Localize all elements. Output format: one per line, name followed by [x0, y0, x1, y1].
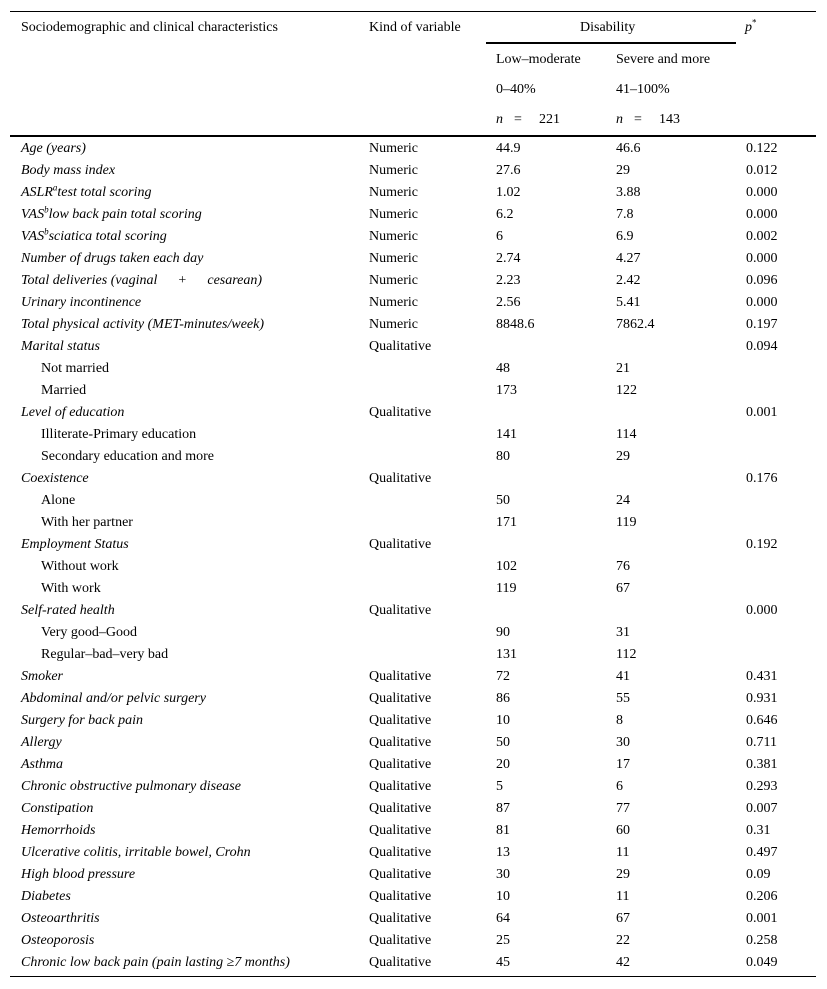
row-low: 1.02 [496, 185, 521, 200]
table-row [10, 688, 816, 710]
row-label [41, 512, 133, 534]
row-label [21, 182, 152, 204]
row-low: 45 [496, 955, 510, 970]
row-label-text: Age (years) [21, 141, 86, 156]
header-disability: Disability [580, 20, 636, 35]
row-severe: 41 [616, 669, 630, 684]
row-p: 0.096 [746, 273, 778, 288]
table-row [10, 336, 816, 358]
table-row [10, 578, 816, 600]
row-kind: Qualitative [369, 537, 432, 552]
row-severe: 30 [616, 735, 630, 750]
table-row [10, 666, 816, 688]
row-severe: 3.88 [616, 185, 641, 200]
table-row [10, 380, 816, 402]
header-characteristics: Sociodemographic and clinical characteristics [21, 20, 278, 35]
row-label [21, 402, 124, 424]
table-row [10, 732, 816, 754]
row-severe: 29 [616, 867, 630, 882]
row-kind: Qualitative [369, 823, 432, 838]
row-label-after: sciatica total scoring [48, 229, 167, 244]
table-row [10, 842, 816, 864]
row-label [21, 226, 167, 248]
row-label-text: Total deliveries (vaginal [21, 273, 158, 288]
table-row [10, 952, 816, 974]
table-row [10, 402, 816, 424]
table-row [10, 600, 816, 622]
header-severe-n: n = 143 [616, 112, 680, 127]
row-low: 2.56 [496, 295, 521, 310]
table-row [10, 512, 816, 534]
row-p: 0.000 [746, 207, 778, 222]
row-severe: 77 [616, 801, 630, 816]
row-label-text: Total physical activity (MET-minutes/week) [21, 317, 265, 332]
row-p: 0.31 [746, 823, 771, 838]
row-label-text: Without work [41, 559, 119, 574]
row-low: 119 [496, 581, 517, 596]
row-low: 64 [496, 911, 510, 926]
row-label-text: Constipation [21, 801, 94, 816]
row-kind: Qualitative [369, 471, 432, 486]
row-low: 5 [496, 779, 503, 794]
row-label [21, 864, 135, 886]
row-p: 0.049 [746, 955, 778, 970]
row-p: 0.09 [746, 867, 771, 882]
row-label [21, 270, 262, 292]
table-row [10, 226, 816, 248]
row-label [41, 578, 101, 600]
row-kind: Qualitative [369, 735, 432, 750]
row-severe: 11 [616, 889, 630, 904]
row-low: 81 [496, 823, 510, 838]
header-low-range: 0–40% [496, 82, 536, 97]
row-low: 6 [496, 229, 503, 244]
table-row [10, 556, 816, 578]
row-label [21, 798, 93, 820]
row-severe: 31 [616, 625, 630, 640]
row-p: 0.176 [746, 471, 778, 486]
row-p: 0.094 [746, 339, 778, 354]
header-severe-range: 41–100% [616, 82, 670, 97]
table-row [10, 358, 816, 380]
row-label-text: Not married [41, 361, 110, 376]
row-low: 50 [496, 493, 510, 508]
table-row [10, 248, 816, 270]
row-severe: 7862.4 [616, 317, 655, 332]
row-label-text: Chronic low back pain (pain lasting ≥7 months) [21, 955, 290, 970]
row-severe: 21 [616, 361, 630, 376]
row-label-text: Smoker [21, 669, 63, 684]
row-low: 27.6 [496, 163, 521, 178]
row-label-text: Self-rated health [21, 603, 115, 618]
row-kind: Qualitative [369, 603, 432, 618]
row-kind: Qualitative [369, 801, 432, 816]
table-row [10, 468, 816, 490]
row-label [21, 160, 115, 182]
row-label-sup: b [44, 226, 49, 237]
row-label [21, 930, 94, 952]
data-table [10, 11, 816, 977]
row-p: 0.000 [746, 251, 778, 266]
row-p: 0.497 [746, 845, 778, 860]
row-label [21, 908, 100, 930]
row-low: 10 [496, 713, 510, 728]
row-severe: 4.27 [616, 251, 641, 266]
row-label [21, 204, 202, 226]
row-severe: 122 [616, 383, 637, 398]
table-row [10, 930, 816, 952]
row-low: 102 [496, 559, 517, 574]
row-severe: 2.42 [616, 273, 641, 288]
table-row [10, 182, 816, 204]
row-label-text: Married [41, 383, 87, 398]
row-severe: 46.6 [616, 141, 641, 156]
row-p: 0.711 [746, 735, 777, 750]
row-label-text: Asthma [21, 757, 63, 772]
table-row [10, 314, 816, 336]
row-kind: Qualitative [369, 405, 432, 420]
row-kind: Qualitative [369, 933, 432, 948]
row-label-text: Illiterate-Primary education [41, 427, 197, 442]
table-row [10, 710, 816, 732]
row-severe: 5.41 [616, 295, 641, 310]
row-label [21, 666, 63, 688]
row-low: 86 [496, 691, 510, 706]
row-p: 0.646 [746, 713, 778, 728]
row-p: 0.012 [746, 163, 778, 178]
row-label-plus: + [178, 273, 187, 288]
row-severe: 114 [616, 427, 637, 442]
row-p: 0.931 [746, 691, 778, 706]
row-kind: Qualitative [369, 757, 432, 772]
row-label [21, 732, 62, 754]
row-kind: Numeric [369, 163, 418, 178]
row-kind: Qualitative [369, 339, 432, 354]
row-label-text: Number of drugs taken each day [21, 251, 204, 266]
row-label-after: test total scoring [57, 185, 152, 200]
row-label [21, 468, 89, 490]
row-label [41, 380, 86, 402]
row-low: 25 [496, 933, 510, 948]
row-label-text: Osteoporosis [21, 933, 95, 948]
row-low: 8848.6 [496, 317, 535, 332]
row-label-text: Level of education [21, 405, 125, 420]
row-label-text: Ulcerative colitis, irritable bowel, Crohn [21, 845, 251, 860]
row-kind: Numeric [369, 295, 418, 310]
row-label [21, 710, 143, 732]
row-label-sup: b [44, 204, 49, 215]
row-label-text: Osteoarthritis [21, 911, 100, 926]
row-label-text: With work [41, 581, 101, 596]
table-row [10, 138, 816, 160]
row-label [21, 776, 241, 798]
row-low: 2.23 [496, 273, 521, 288]
row-label-text: VAS [21, 207, 45, 222]
row-label [41, 556, 119, 578]
row-label [21, 534, 129, 556]
row-p: 0.192 [746, 537, 778, 552]
row-severe: 76 [616, 559, 630, 574]
row-label-text: Body mass index [21, 163, 116, 178]
table-row [10, 644, 816, 666]
row-low: 13 [496, 845, 510, 860]
row-label-sup: a [52, 182, 58, 193]
row-kind: Qualitative [369, 845, 432, 860]
row-label [41, 358, 109, 380]
table-row [10, 622, 816, 644]
row-p: 0.001 [746, 405, 778, 420]
row-label-text: VAS [21, 229, 45, 244]
row-kind: Qualitative [369, 713, 432, 728]
row-p: 0.197 [746, 317, 778, 332]
row-label-text: Regular–bad–very bad [41, 647, 169, 662]
row-label-text: Diabetes [21, 889, 71, 904]
table-row [10, 820, 816, 842]
row-severe: 8 [616, 713, 623, 728]
header-low-label: Low–moderate [496, 52, 581, 67]
row-severe: 6 [616, 779, 623, 794]
row-p: 0.122 [746, 141, 778, 156]
table-row [10, 490, 816, 512]
table-row [10, 534, 816, 556]
row-p: 0.002 [746, 229, 778, 244]
row-low: 44.9 [496, 141, 521, 156]
table-row [10, 292, 816, 314]
table-row [10, 864, 816, 886]
header-kind: Kind of variable [369, 20, 461, 35]
row-label-text: Employment Status [21, 537, 129, 552]
row-kind: Numeric [369, 207, 418, 222]
row-label-text: Chronic obstructive pulmonary disease [21, 779, 241, 794]
row-low: 10 [496, 889, 510, 904]
row-low: 171 [496, 515, 517, 530]
table-row [10, 886, 816, 908]
header-low-n: n = 221 [496, 112, 560, 127]
row-kind: Qualitative [369, 955, 432, 970]
row-p: 0.258 [746, 933, 778, 948]
row-low: 48 [496, 361, 510, 376]
row-label-text: Abdominal and/or pelvic surgery [21, 691, 206, 706]
row-low: 90 [496, 625, 510, 640]
row-severe: 7.8 [616, 207, 634, 222]
row-kind: Numeric [369, 317, 418, 332]
header-severe-label: Severe and more [616, 52, 711, 67]
row-label [21, 842, 251, 864]
row-kind: Qualitative [369, 669, 432, 684]
row-label-text: Very good–Good [41, 625, 138, 640]
row-low: 173 [496, 383, 517, 398]
row-p: 0.000 [746, 603, 778, 618]
row-severe: 42 [616, 955, 630, 970]
row-kind: Qualitative [369, 911, 432, 926]
row-label [21, 754, 63, 776]
row-low: 87 [496, 801, 510, 816]
row-severe: 11 [616, 845, 630, 860]
row-label [21, 688, 206, 710]
row-label [21, 314, 264, 336]
row-label [21, 292, 141, 314]
row-label-after: low back pain total scoring [48, 207, 202, 222]
row-label [21, 820, 95, 842]
row-low: 131 [496, 647, 517, 662]
row-severe: 112 [616, 647, 637, 662]
row-low: 2.74 [496, 251, 521, 266]
row-severe: 119 [616, 515, 637, 530]
row-label-text: With her partner [41, 515, 133, 530]
row-p: 0.000 [746, 185, 778, 200]
row-low: 30 [496, 867, 510, 882]
row-label [41, 424, 196, 446]
row-p: 0.293 [746, 779, 778, 794]
row-label-text: Allergy [21, 735, 62, 750]
row-label-after: cesarean) [207, 273, 263, 288]
row-label [41, 622, 137, 644]
row-label-text: Alone [41, 493, 76, 508]
row-severe: 29 [616, 163, 630, 178]
table-row [10, 446, 816, 468]
row-label [21, 886, 71, 908]
table-row [10, 754, 816, 776]
row-label [41, 446, 214, 468]
table-row [10, 160, 816, 182]
table-body [10, 137, 816, 976]
row-low: 20 [496, 757, 510, 772]
row-label-text: Hemorrhoids [21, 823, 96, 838]
row-low: 72 [496, 669, 510, 684]
row-label-text: Urinary incontinence [21, 295, 142, 310]
row-kind: Numeric [369, 251, 418, 266]
row-p: 0.007 [746, 801, 778, 816]
row-label-text: Marital status [21, 339, 100, 354]
row-low: 50 [496, 735, 510, 750]
row-p: 0.001 [746, 911, 778, 926]
table-row [10, 204, 816, 226]
row-label-text: Secondary education and more [41, 449, 214, 464]
row-low: 80 [496, 449, 510, 464]
row-label-text: Coexistence [21, 471, 89, 486]
row-label [21, 138, 86, 160]
row-kind: Numeric [369, 185, 418, 200]
table-row [10, 908, 816, 930]
row-kind: Qualitative [369, 867, 432, 882]
row-p: 0.381 [746, 757, 778, 772]
table-row [10, 798, 816, 820]
row-kind: Numeric [369, 141, 418, 156]
row-kind: Qualitative [369, 779, 432, 794]
row-severe: 67 [616, 581, 630, 596]
row-p: 0.000 [746, 295, 778, 310]
row-kind: Numeric [369, 229, 418, 244]
row-severe: 17 [616, 757, 630, 772]
row-severe: 29 [616, 449, 630, 464]
row-low: 6.2 [496, 207, 514, 222]
row-low: 141 [496, 427, 517, 442]
table-row [10, 776, 816, 798]
row-kind: Qualitative [369, 889, 432, 904]
table-row [10, 270, 816, 292]
row-severe: 55 [616, 691, 630, 706]
disability-underline [486, 42, 736, 44]
header-p: p* [745, 17, 757, 35]
row-label [21, 952, 290, 974]
row-kind: Qualitative [369, 691, 432, 706]
row-severe: 60 [616, 823, 630, 838]
row-label [21, 336, 100, 358]
row-label [41, 644, 168, 666]
row-label-text: High blood pressure [21, 867, 136, 882]
row-label [41, 490, 75, 512]
row-label-text: ASLR [21, 185, 53, 200]
row-label [21, 600, 115, 622]
row-severe: 24 [616, 493, 630, 508]
row-p: 0.206 [746, 889, 778, 904]
table-row [10, 424, 816, 446]
row-severe: 22 [616, 933, 630, 948]
row-severe: 6.9 [616, 229, 634, 244]
table-header [10, 12, 816, 137]
row-severe: 67 [616, 911, 630, 926]
row-kind: Numeric [369, 273, 418, 288]
row-label [21, 248, 203, 270]
row-p: 0.431 [746, 669, 778, 684]
row-label-text: Surgery for back pain [21, 713, 143, 728]
